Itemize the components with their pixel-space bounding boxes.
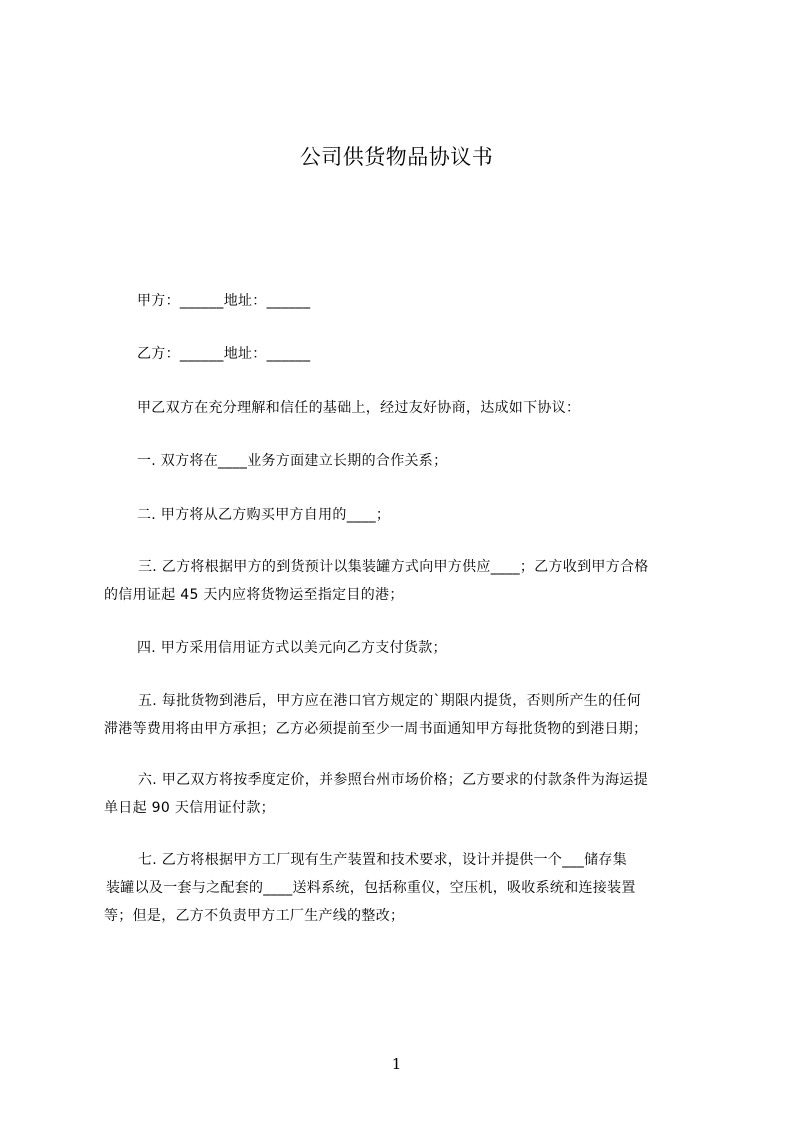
clause-5-line-2: 滞港等费用将由甲方承担；乙方必须提前至少一周书面通知甲方每批货物的到港日期； — [104, 721, 648, 737]
intro-paragraph: 甲乙双方在充分理解和信任的基础上，经过友好协商，达成如下协议： — [137, 400, 581, 416]
party-b-line: 乙方：______地址：______ — [137, 346, 311, 362]
clause-6-line-1: 六. 甲乙双方将按季度定价，并参照台州市场价格；乙方要求的付款条件为海运提 — [138, 772, 648, 788]
page-number: 1 — [391, 1055, 402, 1073]
clause-5-line-1: 五. 每批货物到港后，甲方应在港口官方规定的`期限内提货，否则所产生的任何 — [138, 693, 641, 709]
clause-2: 二. 甲方将从乙方购买甲方自用的____； — [137, 507, 391, 523]
clause-7-line-1: 七. 乙方将根据甲方工厂现有生产装置和技术要求，设计并提供一个___储存集 — [138, 852, 627, 868]
clause-7-line-2: 装罐以及一套与之配套的____送料系统，包括称重仪，空压机，吸收系统和连接装置 — [106, 880, 636, 896]
clause-4: 四. 甲方采用信用证方式以美元向乙方支付货款； — [137, 640, 447, 656]
clause-6-line-2: 单日起 90 天信用证付款； — [104, 800, 275, 816]
clause-1: 一. 双方将在____业务方面建立长期的合作关系； — [137, 453, 448, 469]
clause-7 — [104, 846, 698, 930]
clause-3 — [104, 553, 698, 609]
party-a-line: 甲方：______地址：______ — [137, 293, 311, 309]
document-title: 公司供货物品协议书 — [299, 145, 494, 169]
clause-5 — [104, 687, 698, 743]
clause-7-line-3: 等；但是，乙方不负责甲方工厂生产线的整改； — [104, 908, 405, 924]
clause-3-line-2: 的信用证起 45 天内应将货物运至指定目的港； — [104, 587, 404, 603]
clause-3-line-1: 三. 乙方将根据甲方的到货预计以集装罐方式向甲方供应____；乙方收到甲方合格 — [138, 559, 649, 575]
clause-6 — [104, 766, 698, 822]
